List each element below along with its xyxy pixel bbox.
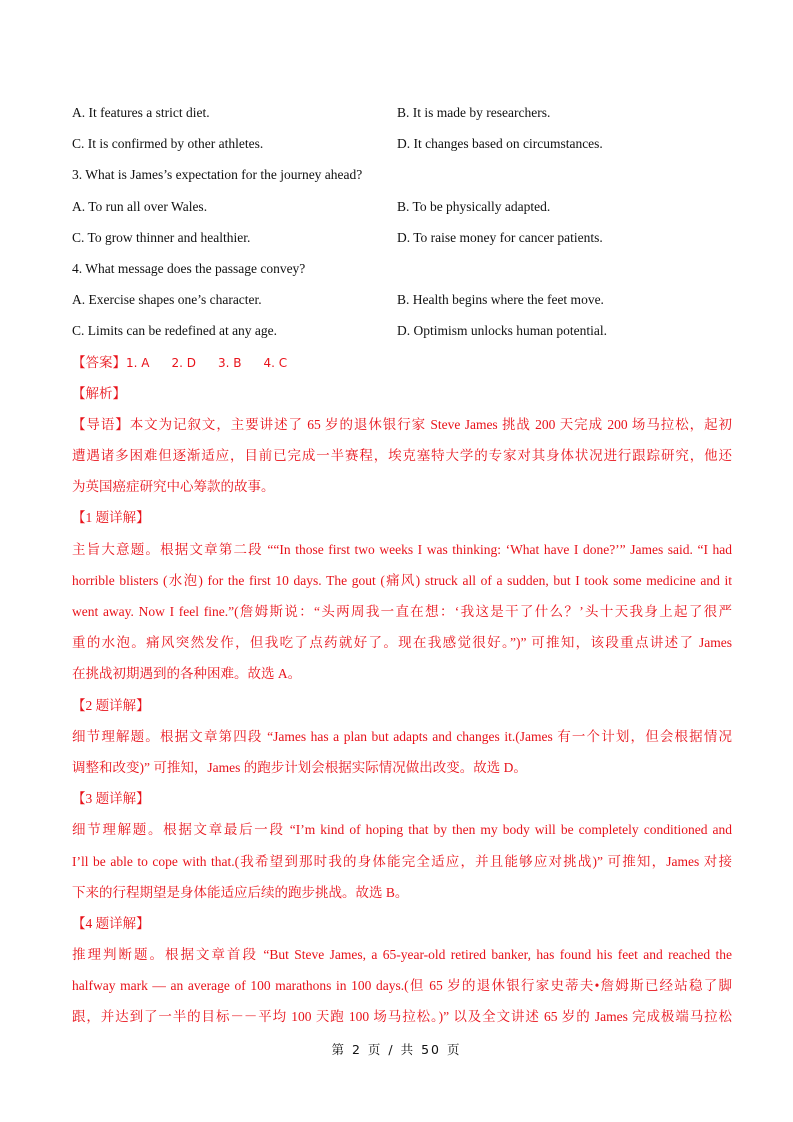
detail-line: 细节理解题。根据文章第四段 “James has a plan but adapts and changes it.(James 有一个计划，但会根据情况 <box>72 728 732 744</box>
option-c: C. It is confirmed by other athletes. <box>72 136 264 152</box>
detail-line: 主旨大意题。根据文章第二段 ““In those first two weeks I was thinking: ‘What have I done?’” James said. “I had <box>72 541 732 557</box>
question-3: 3. What is James’s expectation for the journey ahead? <box>72 167 363 183</box>
detail-line: I’ll be able to cope with that.(我希望到那时我的身体能完全适应，并且能够应对挑战)” 可推知，James 对接 <box>72 853 732 869</box>
detail-line: 调整和改变)” 可推知，James 的跑步计划会根据实际情况做出改变。故选 D。 <box>72 759 527 775</box>
detail-line: 在挑战初期遇到的各种困难。故选 A。 <box>72 666 302 682</box>
options-row <box>72 196 732 227</box>
answer-label: 【答案】 <box>72 354 126 371</box>
answer-item: 2. D <box>171 355 196 370</box>
option-c: C. Limits can be redefined at any age. <box>72 323 278 339</box>
detail-line: 跟，并达到了一半的目标－－平均 100 天跑 100 场马拉松。)” 以及全文讲述 65 岁的 James 完成极端马拉松 <box>72 1009 732 1025</box>
intro-line: 遭遇诸多困难但逐渐适应，目前已完成一半赛程，埃克塞特大学的专家对其身体状况进行跟踪研究，他还 <box>72 448 732 464</box>
option-a: A. To run all over Wales. <box>72 198 208 214</box>
option-c: C. To grow thinner and healthier. <box>72 229 251 245</box>
option-d: D. To raise money for cancer patients. <box>397 229 603 245</box>
detail-3-title: 【3 题详解】 <box>72 791 150 807</box>
options-row <box>72 289 732 320</box>
options-row <box>72 227 732 258</box>
detail-line: halfway mark — an average of 100 marathons in 100 days.(但 65 岁的退休银行家史蒂夫•詹姆斯已经站稳了脚 <box>72 978 732 994</box>
detail-line: 推理判断题。根据文章首段 “But Steve James, a 65-year-old retired banker, has found his feet and reached the <box>72 947 732 963</box>
option-d: D. Optimism unlocks human potential. <box>397 323 607 339</box>
question-4: 4. What message does the passage convey? <box>72 260 306 276</box>
option-b: B. To be physically adapted. <box>397 198 551 214</box>
detail-line: horrible blisters (水泡) for the first 10 days. The gout (痛风) struck all of a sudden, but I took some medicine and it <box>72 572 732 588</box>
option-b: B. Health begins where the feet move. <box>397 292 604 308</box>
page-number-footer: 第 2 页 / 共 50 页 <box>331 1042 462 1057</box>
page-content <box>72 102 732 1038</box>
answer-key <box>72 352 732 383</box>
detail-4-title: 【4 题详解】 <box>72 915 150 931</box>
option-a: A. It features a strict diet. <box>72 105 210 120</box>
options-row <box>72 102 732 133</box>
option-b: B. It is made by researchers. <box>397 105 551 120</box>
options-row <box>72 133 732 164</box>
detail-line: 细节理解题。根据文章最后一段 “I’m kind of hoping that by then my body will be completely conditioned and <box>72 822 732 838</box>
option-d: D. It changes based on circumstances. <box>397 136 603 152</box>
answer-item: 1. A <box>126 355 150 370</box>
detail-line: went away. Now I feel fine.”(詹姆斯说：“头两周我一直在想：‘我这是干了什么？’头十天我身上起了很严 <box>72 604 732 619</box>
detail-2-title: 【2 题详解】 <box>72 697 150 713</box>
detail-line: 重的水泡。痛风突然发作，但我吃了点药就好了。现在我感觉很好。”)” 可推知，该段重点讲述了 James <box>72 635 732 651</box>
answer-item: 4. C <box>263 355 288 370</box>
intro-line: 为英国癌症研究中心筹款的故事。 <box>72 479 275 495</box>
intro-line: 【导语】本文为记叙文，主要讲述了 65 岁的退休银行家 Steve James 挑战 200 天完成 200 场马拉松，起初 <box>72 416 732 432</box>
analysis-label: 【解析】 <box>72 385 126 401</box>
options-row <box>72 320 732 351</box>
answer-item: 3. B <box>218 355 242 370</box>
detail-1-title: 【1 题详解】 <box>72 510 150 526</box>
detail-line: 下来的行程期望是身体能适应后续的跑步挑战。故选 B。 <box>72 884 409 900</box>
option-a: A. Exercise shapes one’s character. <box>72 292 262 308</box>
